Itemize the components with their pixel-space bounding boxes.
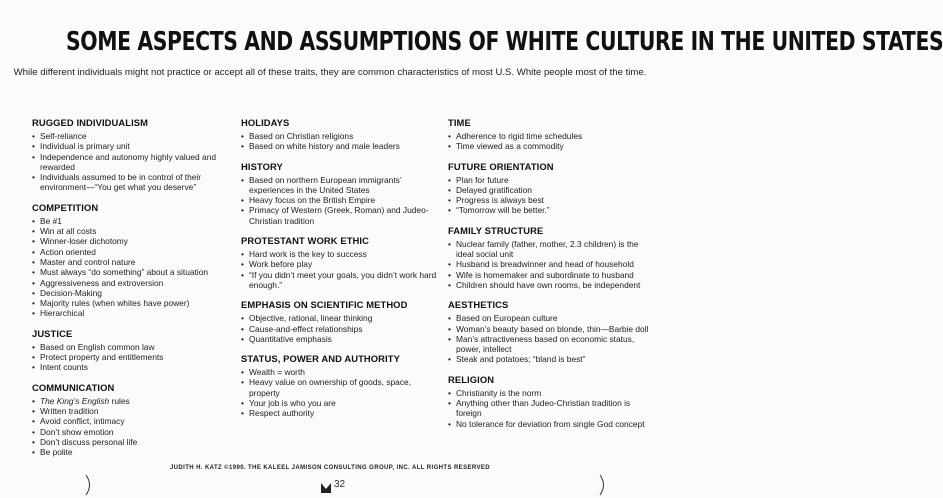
bullet-item: • Hard work is the key to success xyxy=(241,249,441,259)
bullet-item: • Protect property and entitlements xyxy=(32,352,232,362)
bullet-item: • Time viewed as a commodity xyxy=(448,141,658,151)
bullet-list xyxy=(448,388,658,429)
bullet-item: • Your job is who you are xyxy=(241,398,441,408)
bullet-item: • No tolerance for deviation from single God concept xyxy=(448,419,658,429)
page-subtitle: While different individuals might not practice or accept all of these traits, they are common characteristics of most U.S. White people most of the time. xyxy=(13,67,647,78)
bullet-item: • Wealth = worth xyxy=(241,367,441,377)
bullet-item: • Master and control nature xyxy=(32,257,232,267)
bullet-list xyxy=(32,216,232,319)
section-heading: COMPETITION xyxy=(32,201,99,213)
bullet-item: • Primacy of Western (Greek, Roman) and Judeo-Christian tradition xyxy=(241,205,441,226)
left-page-curve-mark xyxy=(84,474,94,496)
right-page-curve-mark xyxy=(598,474,608,496)
bullet-list xyxy=(448,239,658,290)
section-heading: PROTESTANT WORK ETHIC xyxy=(241,235,369,247)
section-competition xyxy=(32,201,232,319)
bullet-item: • Adherence to rigid time schedules xyxy=(448,131,658,141)
bullet-list xyxy=(241,175,441,226)
section-communication xyxy=(32,381,232,458)
bullet-item: • Be polite xyxy=(32,447,232,457)
bullet-item: • Nuclear family (father, mother, 2.3 children) is the ideal social unit xyxy=(448,239,658,260)
bullet-list xyxy=(32,131,232,193)
section-heading: JUSTICE xyxy=(32,327,73,339)
column-1 xyxy=(32,116,232,465)
bullet-item: • Woman’s beauty based on blonde, thin—Barbie doll xyxy=(448,324,658,334)
bullet-item: • Action oriented xyxy=(32,247,232,257)
bullet-list xyxy=(448,313,658,364)
bullet-item: • Heavy value on ownership of goods, space, property xyxy=(241,377,441,398)
section-status-power-and-authority xyxy=(241,352,441,418)
column-2 xyxy=(241,116,441,427)
section-heading: FAMILY STRUCTURE xyxy=(448,224,544,236)
bullet-item: • Based on European culture xyxy=(448,313,658,323)
bullet-item: • Individuals assumed to be in control of their environment—“You get what you deserve” xyxy=(32,172,232,193)
bullet-item: • Decision-Making xyxy=(32,288,232,298)
bullet-item: • Don’t show emotion xyxy=(32,427,232,437)
bullet-item: • Work before play xyxy=(241,259,441,269)
bullet-item: • “If you didn’t meet your goals, you didn’t work hard enough.” xyxy=(241,270,441,291)
section-heading: TIME xyxy=(448,117,471,128)
bullet-item: • Independence and autonomy highly valued and rewarded xyxy=(32,152,232,173)
bullet-item: • Based on Christian religions xyxy=(241,131,441,141)
bullet-list xyxy=(32,396,232,458)
bullet-item: • Based on northern European immigrants’ experiences in the United States xyxy=(241,175,441,196)
bullet-item: • Wife is homemaker and subordinate to husband xyxy=(448,270,658,280)
bullet-item: • Win at all costs xyxy=(32,226,232,236)
bullet-list xyxy=(241,313,441,344)
section-religion xyxy=(448,373,658,429)
bullet-item: • Objective, rational, linear thinking xyxy=(241,313,441,323)
section-rugged-individualism xyxy=(32,116,232,193)
section-heading: EMPHASIS ON SCIENTIFIC METHOD xyxy=(241,299,408,311)
section-emphasis-on-scientific-method xyxy=(241,298,441,344)
bullet-item: • Self-reliance xyxy=(32,131,232,141)
bullet-item: • Man’s attractiveness based on economic status, power, intellect xyxy=(448,334,658,355)
bullet-list xyxy=(241,249,441,290)
bullet-item: • Steak and potatoes; “bland is best” xyxy=(448,354,658,364)
bullet-list xyxy=(241,131,441,152)
section-aesthetics xyxy=(448,298,658,364)
bullet-item: • Progress is always best xyxy=(448,195,658,205)
bullet-item: • Christianity is the norm xyxy=(448,388,658,398)
emphasis-text: The King’s English xyxy=(40,395,110,406)
bullet-item: • Delayed gratification xyxy=(448,185,658,195)
bullet-item: • Don’t discuss personal life xyxy=(32,437,232,447)
page-corner-icon xyxy=(320,480,332,494)
column-3 xyxy=(448,116,658,437)
bullet-item: • “Tomorrow will be better.” xyxy=(448,205,658,215)
bullet-item: • Written tradition xyxy=(32,406,232,416)
section-protestant-work-ethic xyxy=(241,234,441,290)
bullet-item: • Husband is breadwinner and head of household xyxy=(448,259,658,269)
page-number: 32 xyxy=(334,479,346,490)
section-time xyxy=(448,116,658,152)
bullet-item: • Respect authority xyxy=(241,408,441,418)
bullet-item: • The King’s English rules xyxy=(32,396,232,406)
bullet-item: • Quantitative emphasis xyxy=(241,334,441,344)
bullet-list xyxy=(448,175,658,216)
copyright-footer: JUDITH H. KATZ ©1990. THE KALEEL JAMISON CONSULTING GROUP, INC. ALL RIGHTS RESERVED xyxy=(169,465,491,471)
section-heading: STATUS, POWER AND AUTHORITY xyxy=(241,353,400,365)
section-heading: COMMUNICATION xyxy=(32,381,115,393)
bullet-list xyxy=(448,131,658,152)
section-heading: RELIGION xyxy=(448,373,495,385)
bullet-item: • Individual is primary unit xyxy=(32,141,232,151)
bullet-item: • Based on English common law xyxy=(32,342,232,352)
section-heading: FUTURE ORIENTATION xyxy=(448,160,554,172)
section-heading: HOLIDAYS xyxy=(241,117,290,128)
bullet-item: • Children should have own rooms, be independent xyxy=(448,280,658,290)
section-history xyxy=(241,160,441,226)
bullet-item: • Intent counts xyxy=(32,362,232,372)
section-heading: RUGGED INDIVIDUALISM xyxy=(32,117,149,128)
section-justice xyxy=(32,327,232,373)
bullet-item: • Based on white history and male leaders xyxy=(241,141,441,151)
section-future-orientation xyxy=(448,160,658,216)
bullet-item: • Be #1 xyxy=(32,216,232,226)
bullet-item: • Majority rules (when whites have power) xyxy=(32,298,232,308)
bullet-item: • Plan for future xyxy=(448,175,658,185)
bullet-item: • Aggressiveness and extroversion xyxy=(32,278,232,288)
section-holidays xyxy=(241,116,441,152)
bullet-item: • Anything other than Judeo-Christian tradition is foreign xyxy=(448,398,658,419)
bullet-item: • Avoid conflict, intimacy xyxy=(32,416,232,426)
section-heading: AESTHETICS xyxy=(448,299,509,311)
bullet-item: • Winner-loser dichotomy xyxy=(32,236,232,246)
bullet-item: • Hierarchical xyxy=(32,308,232,318)
page-title: SOME ASPECTS AND ASSUMPTIONS OF WHITE CULTURE IN THE UNITED STATES xyxy=(66,27,943,57)
section-family-structure xyxy=(448,224,658,290)
bullet-item: • Must always “do something” about a situation xyxy=(32,267,232,277)
bullet-item: • Heavy focus on the British Empire xyxy=(241,195,441,205)
bullet-list xyxy=(32,342,232,373)
bullet-item: • Cause-and-effect relationships xyxy=(241,324,441,334)
bullet-list xyxy=(241,367,441,418)
section-heading: HISTORY xyxy=(241,160,283,172)
